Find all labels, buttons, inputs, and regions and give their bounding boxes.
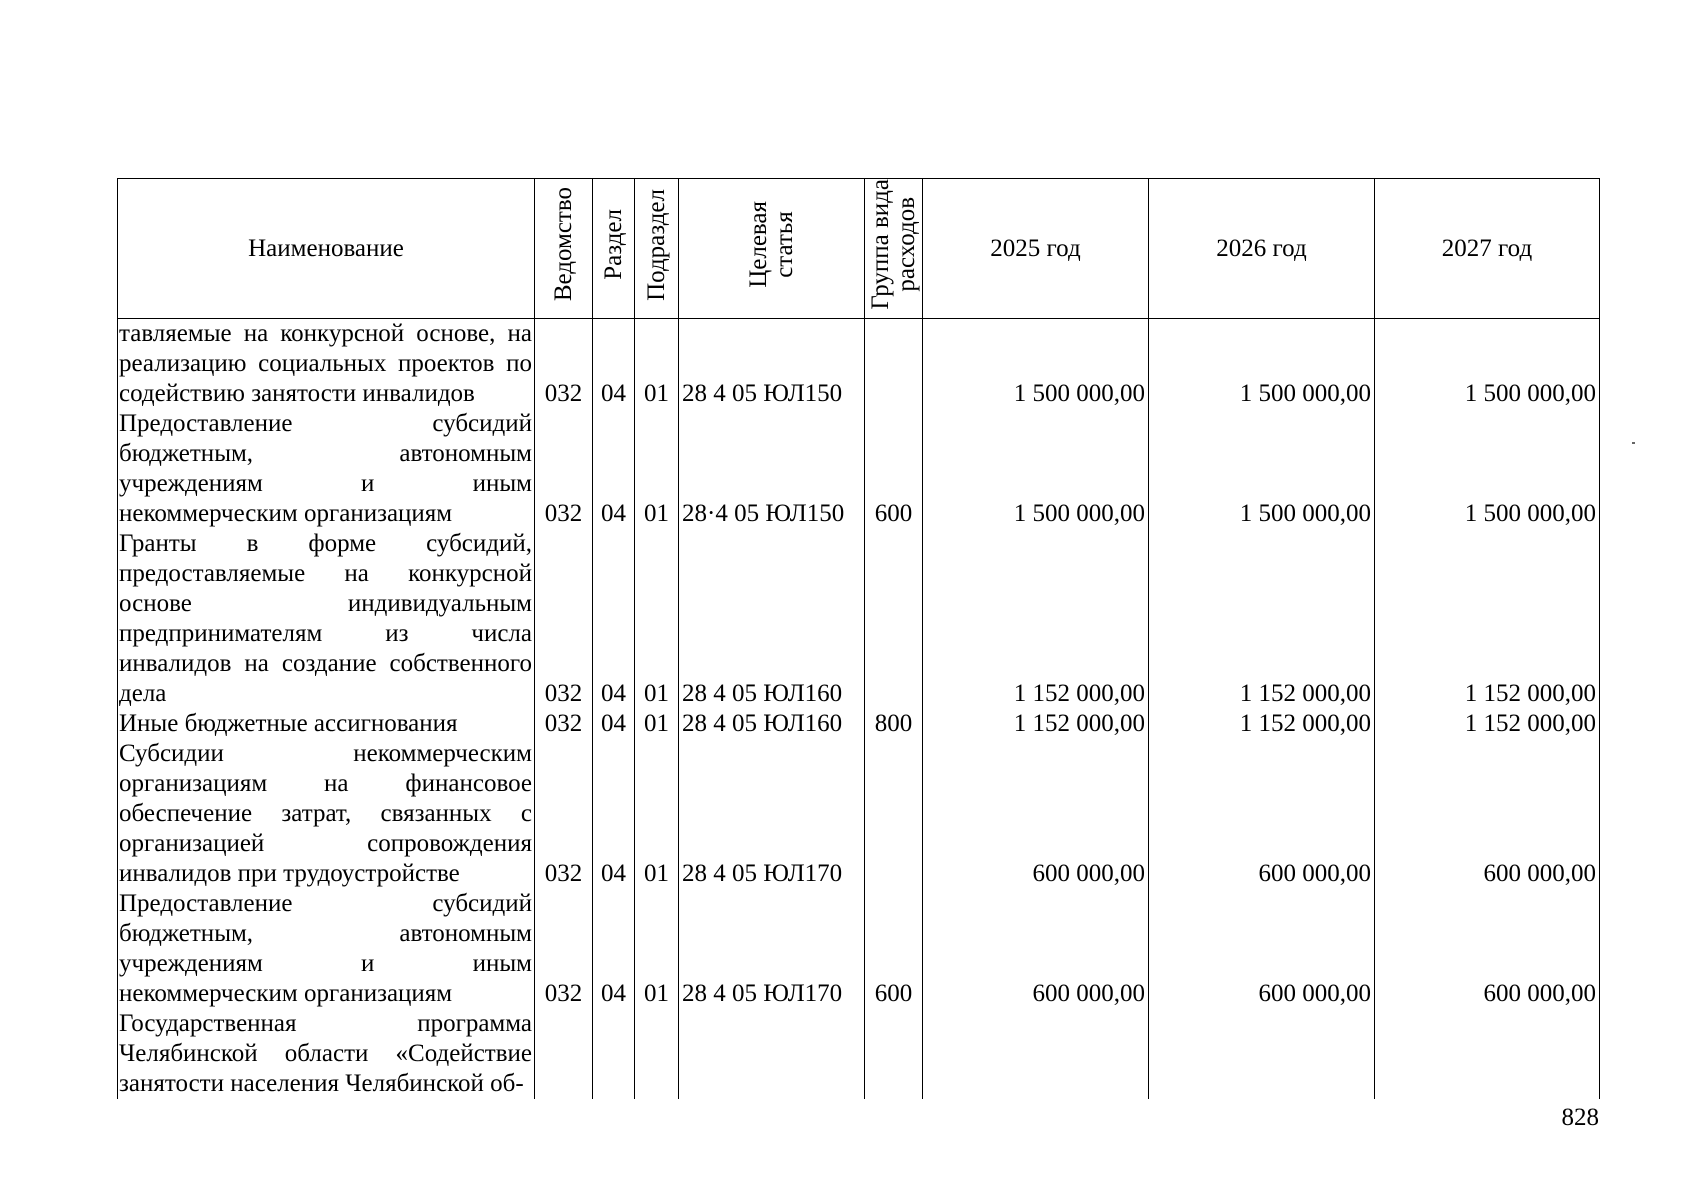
row-2027: 1 500 000,00 <box>1375 319 1600 410</box>
header-2025-label: 2025 год <box>990 234 1081 262</box>
table-row <box>118 889 1600 1009</box>
row-razdel: 04 <box>593 529 635 709</box>
row-vedomstvo: 032 <box>535 739 593 889</box>
header-2026 <box>1149 179 1375 319</box>
table-row <box>118 739 1600 889</box>
row-celevaya-statya: 28 4 05 ЮЛ160 <box>679 709 865 739</box>
row-podrazdel: 01 <box>635 739 679 889</box>
row-gruppa-vida: 800 <box>865 709 923 739</box>
row-2025: 1 152 000,00 <box>923 709 1149 739</box>
header-gruppa-vida-label <box>868 179 920 310</box>
header-name-label: Наименование <box>248 234 404 262</box>
row-celevaya-statya: 28·4 05 ЮЛ150 <box>679 409 865 529</box>
row-2027: 1 152 000,00 <box>1375 709 1600 739</box>
header-podrazdel <box>635 179 679 319</box>
row-2025: 1 500 000,00 <box>923 319 1149 410</box>
row-2027 <box>1375 1009 1600 1099</box>
row-celevaya-statya: 28 4 05 ЮЛ170 <box>679 739 865 889</box>
table-row <box>118 1009 1600 1099</box>
table-row <box>118 409 1600 529</box>
row-2026: 1 500 000,00 <box>1149 409 1375 529</box>
header-vedomstvo <box>535 179 593 319</box>
table-header <box>118 179 1600 319</box>
header-gruppa-vida <box>865 179 923 319</box>
row-name: Предоставление субсидий бюджетным, автономным учреждениям и иным некоммерческим организациям <box>118 409 535 529</box>
row-2025: 1 152 000,00 <box>923 529 1149 709</box>
row-2026 <box>1149 1009 1375 1099</box>
row-podrazdel: 01 <box>635 409 679 529</box>
row-razdel: 04 <box>593 319 635 410</box>
header-row <box>118 179 1600 319</box>
header-razdel <box>593 179 635 319</box>
row-name: Гранты в форме субсидий, предоставляемые на конкурсной основе индивидуальным предпринимателям из числа инвалидов на создание собственного дела <box>118 529 535 709</box>
row-vedomstvo: 032 <box>535 319 593 410</box>
row-gruppa-vida <box>865 1009 923 1099</box>
table-row <box>118 709 1600 739</box>
row-razdel: 04 <box>593 409 635 529</box>
table-row <box>118 529 1600 709</box>
row-name: Государственная программа Челябинской области «Содействие занятости населения Челябинской об- <box>118 1009 535 1099</box>
row-podrazdel: 01 <box>635 529 679 709</box>
row-gruppa-vida: 600 <box>865 889 923 1009</box>
row-2026: 600 000,00 <box>1149 739 1375 889</box>
row-name: Субсидии некоммерческим организациям на финансовое обеспечение затрат, связанных с организацией сопровождения инвалидов при трудоустройстве <box>118 739 535 889</box>
header-gruppa-line1: Группа вида <box>866 179 894 310</box>
table-body <box>118 319 1600 1100</box>
row-vedomstvo: 032 <box>535 529 593 709</box>
row-2027: 600 000,00 <box>1375 889 1600 1009</box>
header-celevaya-statya-label <box>746 201 798 288</box>
row-razdel: 04 <box>593 889 635 1009</box>
row-gruppa-vida <box>865 739 923 889</box>
row-vedomstvo: 032 <box>535 709 593 739</box>
row-vedomstvo: 032 <box>535 409 593 529</box>
row-2027: 600 000,00 <box>1375 739 1600 889</box>
row-gruppa-vida <box>865 319 923 410</box>
row-podrazdel: 01 <box>635 889 679 1009</box>
header-celevaya-line1: Целевая <box>744 201 772 288</box>
row-2025: 600 000,00 <box>923 889 1149 1009</box>
header-celevaya-line2: статья <box>770 211 798 278</box>
row-gruppa-vida: 600 <box>865 409 923 529</box>
table-row <box>118 319 1600 410</box>
row-2026: 1 500 000,00 <box>1149 319 1375 410</box>
header-2026-label: 2026 год <box>1216 234 1307 262</box>
row-name: Иные бюджетные ассигнования <box>118 709 535 739</box>
row-celevaya-statya <box>679 1009 865 1099</box>
row-podrazdel <box>635 1009 679 1099</box>
header-razdel-label: Раздел <box>599 209 627 280</box>
header-celevaya-statya <box>679 179 865 319</box>
header-podrazdel-label: Подраздел <box>642 188 670 301</box>
header-2027-label: 2027 год <box>1441 234 1533 262</box>
row-razdel: 04 <box>593 709 635 739</box>
row-vedomstvo <box>535 1009 593 1099</box>
row-celevaya-statya: 28 4 05 ЮЛ150 <box>679 319 865 410</box>
row-2026: 600 000,00 <box>1149 889 1375 1009</box>
row-gruppa-vida <box>865 529 923 709</box>
header-2027 <box>1375 179 1600 319</box>
header-gruppa-line2: расходов <box>892 197 920 292</box>
header-name <box>118 179 535 319</box>
row-vedomstvo: 032 <box>535 889 593 1009</box>
row-2027: 1 500 000,00 <box>1375 409 1600 529</box>
header-vedomstvo-label: Ведомство <box>549 187 577 302</box>
row-name: тавляемые на конкурсной основе, на реализацию социальных проектов по содействию занятости инвалидов <box>118 319 535 410</box>
row-2027: 1 152 000,00 <box>1375 529 1600 709</box>
row-razdel: 04 <box>593 739 635 889</box>
page-number: 828 <box>1561 1104 1599 1131</box>
scan-artifact <box>1632 442 1635 444</box>
row-podrazdel: 01 <box>635 709 679 739</box>
row-2025: 1 500 000,00 <box>923 409 1149 529</box>
row-celevaya-statya: 28 4 05 ЮЛ160 <box>679 529 865 709</box>
row-2025 <box>923 1009 1149 1099</box>
row-2025: 600 000,00 <box>923 739 1149 889</box>
header-2025 <box>923 179 1149 319</box>
budget-table <box>117 178 1600 1099</box>
row-razdel <box>593 1009 635 1099</box>
row-2026: 1 152 000,00 <box>1149 529 1375 709</box>
row-celevaya-statya: 28 4 05 ЮЛ170 <box>679 889 865 1009</box>
row-name: Предоставление субсидий бюджетным, автономным учреждениям и иным некоммерческим организациям <box>118 889 535 1009</box>
row-2026: 1 152 000,00 <box>1149 709 1375 739</box>
row-podrazdel: 01 <box>635 319 679 410</box>
